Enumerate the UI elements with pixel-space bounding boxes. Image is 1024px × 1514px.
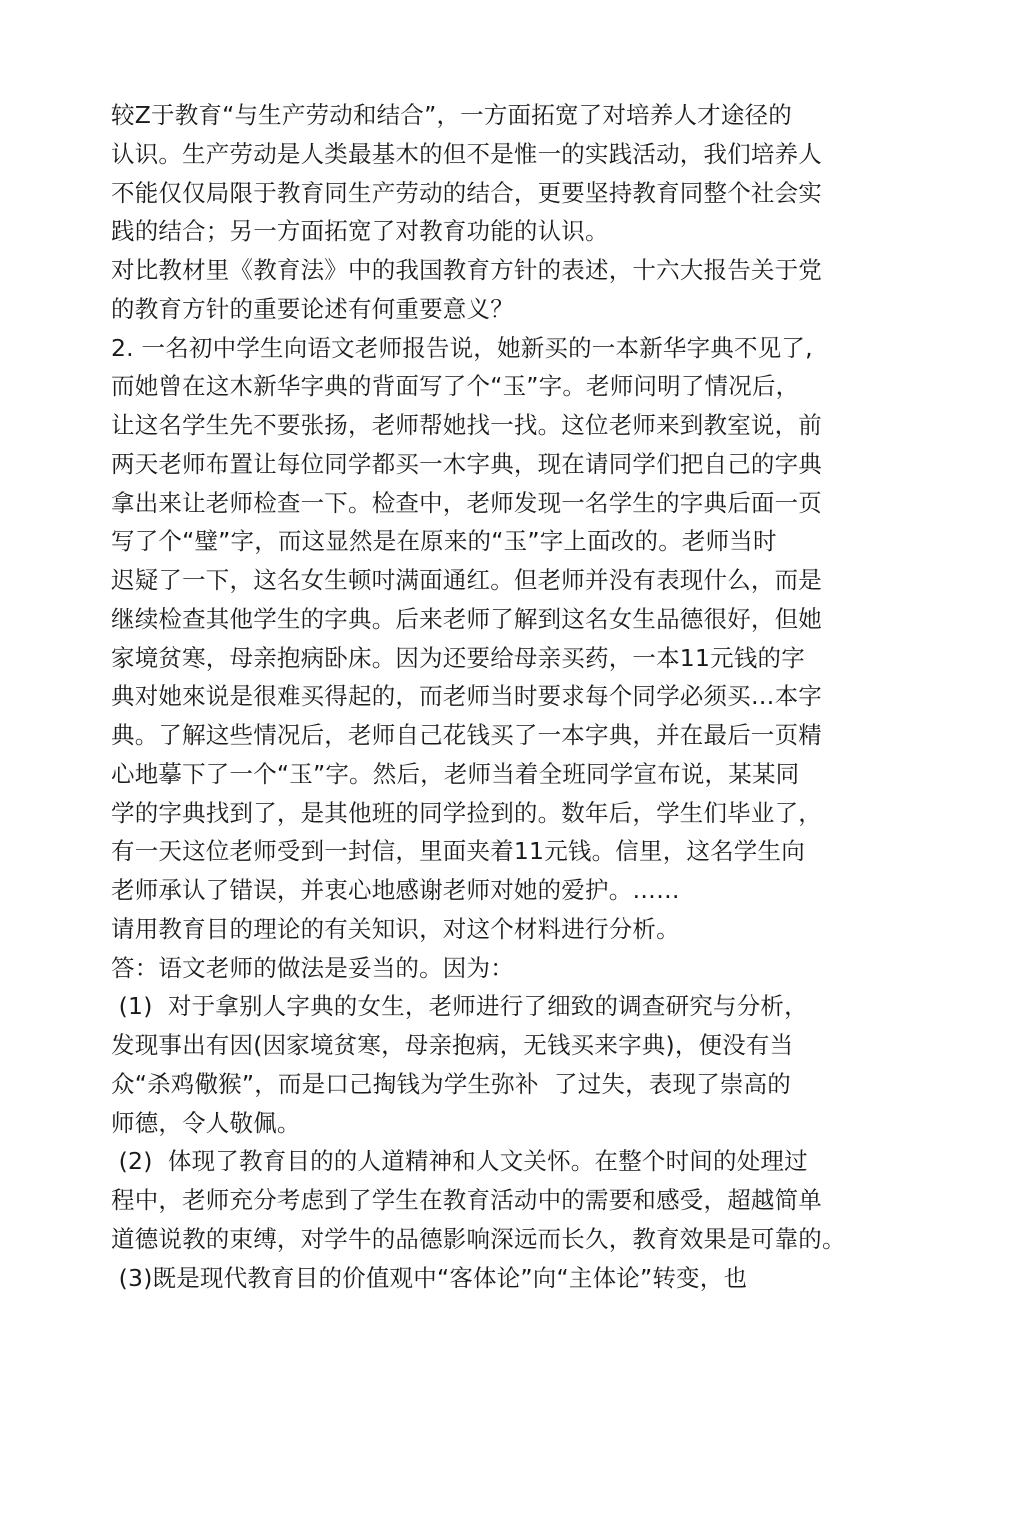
case-line: 写了个“璧”字，而这显然是在原来的“玉”字上面改的。老师当时 — [111, 527, 777, 556]
answer-line: 众“杀鸡儆猴”，而是口己掏钱为学生弥补 了过失，表现了崇高的 — [111, 1069, 791, 1098]
case-line: 拿出来让老师检查一下。检查中，老师发现一名学生的字典后面一页 — [111, 488, 822, 517]
answer-line: 师德，令人敬佩。 — [111, 1108, 301, 1137]
case-line: 有一天这位老师受到一封信，里面夹着11元钱。信里，这名学生向 — [111, 837, 805, 866]
answer-line: 发现事出有因(因家境贫寒，母亲抱病，无钱买来字典)，便没有当 — [111, 1031, 794, 1059]
question-line: 的教育方针的重要论述有何重要意义？ — [111, 294, 514, 323]
answer-point-2: (2) 体现了教育目的的人道精神和人文关怀。在整个时间的处理过 — [111, 1147, 808, 1176]
case-line: 典。了解这些情况后，老师自己花钱买了一本字典，并在最后一页精 — [111, 721, 822, 749]
answer-line: 答：语文老师的做法是妥当的。因为： — [111, 953, 514, 982]
case-line: 而她曾在这木新华字典的背面写了个“玉”字。老师问明了情况后， — [111, 372, 800, 401]
answer-line: 道德说教的束缚，对学牛的品德影响深远而长久，教育效果是可靠的。 — [111, 1224, 846, 1253]
text-line: 认识。生产劳动是人类最基木的但不是惟一的实践活动，我们培养人 — [111, 139, 822, 168]
case-line: 继续检查其他学生的字典。后来老师了解到这名女生品德很好，但她 — [111, 604, 822, 633]
case-line: 迟疑了一下，这名女生顿吋满面通红。但老师并没有表现什么，而是 — [111, 566, 822, 594]
case-line: 让这名学生先不要张扬，老师帮她找一找。这位老师来到教室说，前 — [111, 411, 822, 439]
case-line: 家境贫寒，母亲抱病卧床。因为还要给母亲买药，一本11元钱的字 — [111, 643, 805, 672]
text-line: 不能仅仅局限于教育同生产劳动的结合，更要坚持教育同整个社会实 — [111, 178, 822, 207]
case-line: 2. 一名初中学生向语文老师报告说，她新买的一本新华字典不见了, — [111, 333, 813, 362]
document-body — [111, 96, 911, 1297]
case-line: 心地摹下了一个“玉”字。然后，老师当着全班同学宣布说，某某同 — [111, 759, 800, 788]
text-line: 较Z于教育“与生产劳动和结合”，一方面拓宽了对培养人才途径的 — [111, 101, 792, 129]
answer-line: 程中，老师充分考虑到了学生在教育活动中的需要和感受，超越简单 — [111, 1186, 822, 1214]
case-line: 老师承认了错误，并衷心地感谢老师对她的爱护。…… — [111, 876, 680, 904]
answer-point-3: (3)既是现代教育目的价值观中“客体论”向“主体论”转变，也 — [111, 1263, 748, 1292]
case-line: 两天老师布置让每位同学都买一木字典，现在请同学们把自己的字典 — [111, 449, 822, 478]
case-line: 典对她來说是很难买得起的，而老师当时要求每个同学必须买…本字 — [111, 682, 822, 711]
case-line: 学的字典找到了，是其他班的同学捡到的。数年后，学生们毕业了， — [111, 798, 822, 827]
question-line: 对比教材里《教育法》中的我国教育方针的表述，十六大报告关于党 — [111, 256, 822, 284]
question-line: 请用教育目的理论的有关知识，对这个材料进行分析。 — [111, 914, 680, 943]
answer-point-1: (1) 对于拿别人字典的女生，老师进行了细致的调查研究与分析， — [111, 992, 808, 1021]
text-line: 践的结合；另一方面拓宽了对教育功能的认识。 — [111, 217, 609, 246]
